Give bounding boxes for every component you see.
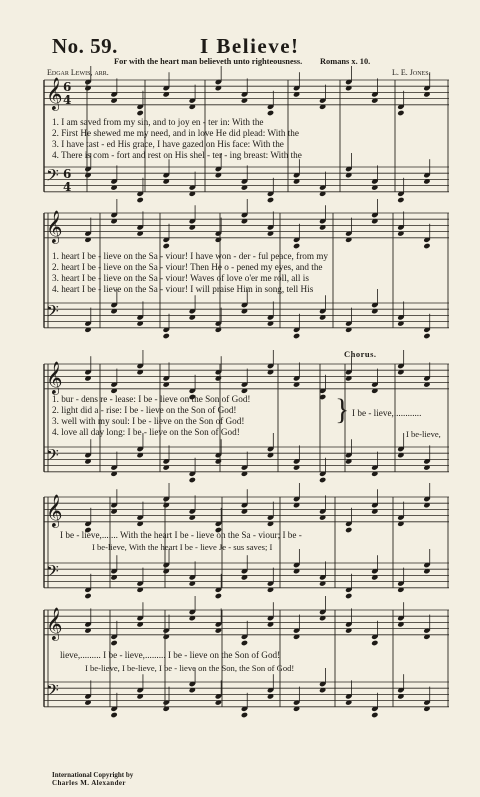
bass-clef-icon: 𝄢: [46, 165, 59, 189]
arranger-credit: Edgar Lewis, arr.: [47, 68, 109, 77]
verse-3-line-3: 3. well with my soul: I be - lieve on the Son of God!: [52, 416, 245, 426]
note-head: [267, 197, 274, 203]
note-head: [397, 110, 404, 116]
note-head: [371, 640, 378, 646]
note-head: [293, 243, 300, 249]
verse-brace: }: [335, 393, 350, 426]
note-head: [241, 640, 248, 646]
verse-4-line-3: 4. love all day long: I be - lieve on the Son of God!: [52, 427, 240, 437]
verse-1-line-3: 1. bur - dens re - lease: I be - lieve on the Son of God!: [52, 394, 251, 404]
note-head: [267, 110, 274, 116]
scripture-reference: Romans x. 10.: [320, 57, 371, 66]
treble-clef-icon: 𝄞: [46, 607, 63, 640]
copyright-line-2: Charles M. Alexander: [52, 779, 126, 787]
chorus-upper-line-1: I be - lieve,....... With the heart I be - lieve on the Sa - viour; I be -: [60, 530, 302, 540]
treble-clef-icon: 𝄞: [46, 210, 63, 243]
note-head: [423, 333, 430, 339]
note-head: [345, 527, 352, 533]
verse-2-line-1: 2. First He shewed me my need, and in love He did plead: With the: [52, 128, 299, 138]
note-head: [163, 243, 170, 249]
verse-2-line-3: 2. light did a - rise: I be - lieve on the Son of God!: [52, 405, 237, 415]
copyright-line-1: International Copyright by: [52, 771, 134, 779]
note-head: [136, 110, 143, 116]
note-head: [423, 243, 430, 249]
verse-4-line-1: 4. There is com - fort and rest on His shel - ter - ing breast: With the: [52, 150, 302, 160]
verse-1-line-1: 1. I am saved from my sin, and to joy en - ter in: With the: [52, 117, 264, 127]
verse-4-line-2: 4. heart I be - lieve on the Sa - viour! I will praise Him in song, tell His: [52, 284, 314, 294]
note-head: [241, 712, 248, 718]
note-head: [110, 712, 117, 718]
note-head: [319, 477, 326, 483]
scripture-text: For with the heart man believeth unto righteousness.: [114, 57, 303, 66]
time-signature: 6: [63, 167, 72, 181]
bass-clef-icon: 𝄢: [46, 301, 59, 325]
chorus-refrain-lower: I be-lieve,: [406, 429, 441, 439]
note-head: [345, 593, 352, 599]
copyright-notice: [52, 771, 133, 787]
note-head: [293, 333, 300, 339]
bass-clef-icon: 𝄢: [46, 561, 59, 585]
note-head: [110, 640, 117, 646]
note-head: [163, 333, 170, 339]
hymn-number: No. 59.: [52, 34, 118, 58]
note-head: [136, 197, 143, 203]
verse-2-line-2: 2. heart I be - lieve on the Sa - viour! Then He o - pened my eyes, and the: [52, 262, 323, 272]
bass-clef-icon: 𝄢: [46, 680, 59, 704]
bass-clef-icon: 𝄢: [46, 445, 59, 469]
time-signature: 4: [63, 93, 72, 107]
composer-credit: L. E. Jones.: [392, 68, 431, 77]
treble-clef-icon: 𝄞: [46, 77, 63, 110]
time-signature: 6: [63, 80, 72, 94]
verse-1-line-2: 1. heart I be - lieve on the Sa - viour! I have won - der - ful peace, from my: [52, 251, 329, 261]
chorus-lower-line-1: I be-lieve, With the heart I be - lieve Je - sus saves; I: [92, 542, 273, 552]
chorus-lower-line-2: I be-lieve, I be-lieve, I be - lieve on the Son, the Son of God!: [85, 663, 295, 673]
chorus-upper-line-2: lieve,......... I be - lieve,......... I be - lieve on the Son of God!: [60, 650, 281, 660]
time-signature: 4: [63, 180, 72, 194]
chorus-label: Chorus.: [344, 349, 377, 359]
note-head: [84, 593, 91, 599]
note-head: [397, 197, 404, 203]
note-head: [371, 712, 378, 718]
treble-clef-icon: 𝄞: [46, 361, 63, 394]
note-head: [189, 477, 196, 483]
verse-3-line-1: 3. I have tast - ed His grace, I have gazed on His face: With the: [52, 139, 284, 149]
hymn-title: I Believe!: [200, 34, 300, 58]
chorus-refrain-upper: I be - lieve,............: [352, 408, 422, 418]
treble-clef-icon: 𝄞: [46, 494, 63, 527]
note-head: [215, 593, 222, 599]
verse-3-line-2: 3. heart I be - lieve on the Sa - viour! Waves of love o'er me roll, all is: [52, 273, 309, 283]
